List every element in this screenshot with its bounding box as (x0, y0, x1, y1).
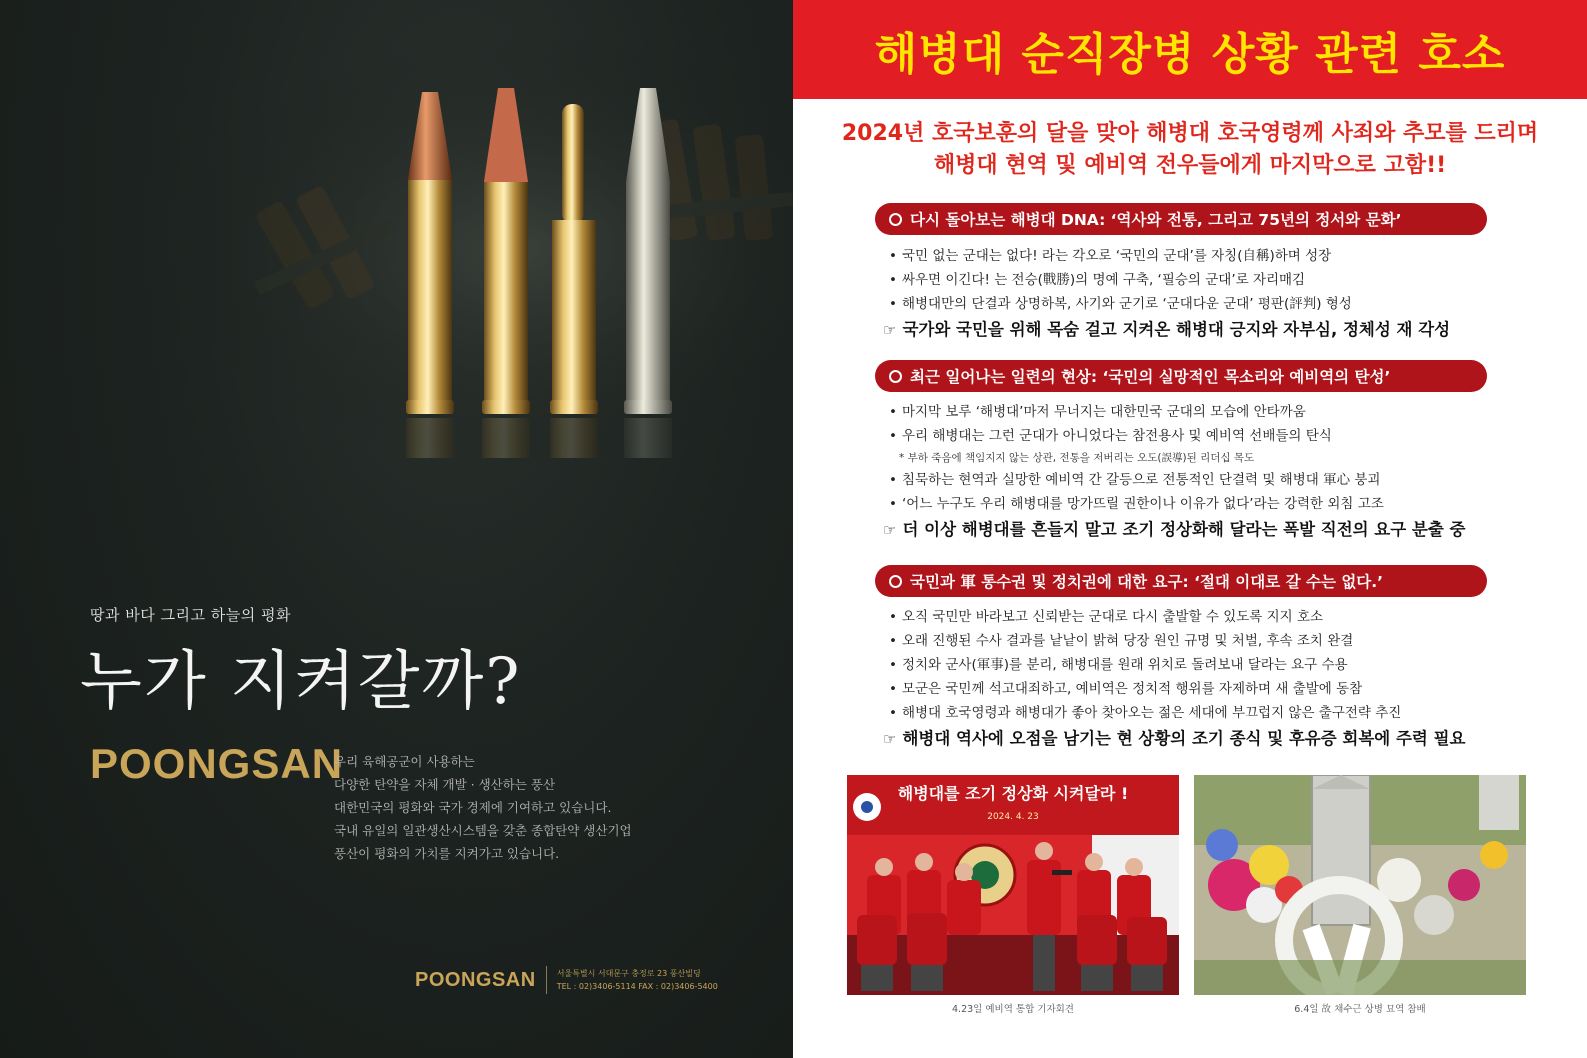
appeal-intro (793, 118, 1587, 182)
section-heading-3 (875, 565, 1487, 597)
bullet-item: • 해병대 호국영령과 해병대가 좋아 찾아오는 젊은 세대에 부끄럽지 않은 출구전략 추진 (889, 705, 1402, 721)
grave-visit-image (1194, 775, 1526, 995)
marine-appeal (793, 0, 1587, 1058)
poongsan-ad (0, 0, 793, 1058)
bullet-item: • 정치와 군사(軍事)를 분리, 해병대를 원래 위치로 돌려보내 달라는 요구 수용 (889, 657, 1348, 673)
section-heading-text: 최근 일어나는 일련의 현상: ‘국민의 실망적인 목소리와 예비역의 탄성’ (910, 368, 1391, 386)
bullet-item: • 침묵하는 현역과 실망한 예비역 간 갈등으로 전통적인 단결력 및 해병대 軍心 붕괴 (889, 472, 1381, 488)
appeal-banner (793, 0, 1587, 99)
description-line: 국내 유일의 일관생산시스템을 갖춘 종합탄약 생산기업 (334, 823, 632, 838)
ad-footer (415, 966, 718, 994)
pointing-hand-icon: ☞ (883, 730, 897, 748)
press-conference-photo (847, 775, 1179, 995)
section-heading-text: 다시 돌아보는 해병대 DNA: ‘역사와 전통, 그리고 75년의 정서와 문화’ (910, 211, 1402, 229)
pointing-hand-icon: ☞ (883, 321, 897, 339)
brand-description (334, 750, 632, 865)
section-conclusion: ☞ 해병대 역사에 오점을 남기는 현 상황의 조기 종식 및 후유증 회복에 주력 필요 (883, 729, 1466, 748)
bullet-item: • ‘어느 누구도 우리 해병대를 망가뜨릴 권한이나 이유가 없다’라는 강력한 외침 고조 (889, 496, 1384, 512)
section-bullets-1 (883, 244, 1509, 344)
photo-caption-1: 4.23일 예비역 통합 기자회견 (952, 1004, 1074, 1015)
footer-divider (546, 966, 547, 994)
bullet-item: • 해병대만의 단결과 상명하복, 사기와 군기로 ‘군대다운 군대’ 평판(評判) 형성 (889, 296, 1352, 312)
footer-info (557, 967, 718, 993)
bullet-item: • 모군은 국민께 석고대죄하고, 예비역은 정치적 행위를 자제하며 새 출발에 동참 (889, 681, 1363, 697)
press-conference-image (847, 775, 1179, 995)
description-line: 풍산이 평화의 가치를 지켜가고 있습니다. (334, 846, 560, 861)
poongsan-logo: POONGSAN (90, 740, 344, 787)
section-heading-1 (875, 203, 1487, 235)
appeal-title: 해병대 순직장병 상황 관련 호소 (874, 28, 1506, 80)
description-line: 우리 육해공군이 사용하는 (334, 754, 475, 769)
section-heading-text: 국민과 軍 통수권 및 정치권에 대한 요구: ‘절대 이대로 갈 수는 없다.’ (910, 573, 1384, 591)
photo-caption-2: 6.4일 故 채수근 상병 묘역 참배 (1294, 1004, 1426, 1015)
section-bullets-3 (883, 605, 1509, 753)
footer-contact: TEL : 02)3406-5114 FAX : 02)3406-5400 (556, 982, 718, 991)
intro-line-1: 2024년 호국보훈의 달을 맞아 해병대 호국영령께 사죄와 추모를 드리며 (841, 121, 1539, 146)
footer-logo: POONGSAN (415, 968, 536, 991)
photo-date-text: 2024. 4. 23 (987, 812, 1039, 822)
photo-banner-text: 해병대를 조기 정상화 시켜달라 ! (897, 784, 1129, 803)
bullet-note: * 부하 죽음에 책임지지 않는 상관, 전통을 저버리는 오도(誤導)된 리더십 목도 (899, 452, 1255, 464)
footer-address: 서울특별시 서대문구 충정로 23 풍산빌딩 (556, 969, 701, 978)
section-conclusion: ☞ 더 이상 해병대를 흔들지 말고 조기 정상화해 달라는 폭발 직전의 요구 분출 중 (883, 520, 1466, 539)
grave-visit-photo (1194, 775, 1526, 995)
pointing-hand-icon: ☞ (883, 521, 897, 539)
intro-line-2: 해병대 현역 및 예비역 전우들에게 마지막으로 고함!! (933, 153, 1447, 178)
section-bullets-2 (883, 400, 1509, 544)
ammunition-belt-image (0, 0, 793, 470)
bullet-item: • 싸우면 이긴다! 는 전승(戰勝)의 명예 구축, ‘필승의 군대’로 자리매김 (889, 272, 1306, 288)
description-line: 대한민국의 평화와 국가 경제에 기여하고 있습니다. (334, 800, 612, 815)
section-conclusion: ☞ 국가와 국민을 위해 목숨 걸고 지켜온 해병대 긍지와 자부심, 정체성 재 각성 (883, 320, 1451, 339)
circle-icon (889, 213, 902, 226)
bullet-item: • 오직 국민만 바라보고 신뢰받는 군대로 다시 출발할 수 있도록 지지 호소 (889, 609, 1324, 625)
circle-icon (889, 370, 902, 383)
ad-slogan: 땅과 바다 그리고 하늘의 평화 (90, 606, 291, 624)
bullet-item: • 오래 진행된 수사 결과를 낱낱이 밝혀 당장 원인 규명 및 처벌, 후속 조치 완결 (889, 633, 1354, 649)
ad-headline: 누가 지켜갈까? (80, 645, 522, 719)
circle-icon (889, 575, 902, 588)
bullet-item: • 국민 없는 군대는 없다! 라는 각오로 ‘국민의 군대’를 자칭(自稱)하며 성장 (889, 248, 1332, 264)
description-line: 다양한 탄약을 자체 개발 · 생산하는 풍산 (334, 777, 556, 792)
section-heading-2 (875, 360, 1487, 392)
bullet-item: • 우리 해병대는 그런 군대가 아니었다는 참전용사 및 예비역 선배들의 탄식 (889, 428, 1332, 444)
bullet-item: • 마지막 보루 ‘해병대’마저 무너지는 대한민국 군대의 모습에 안타까움 (889, 404, 1306, 420)
